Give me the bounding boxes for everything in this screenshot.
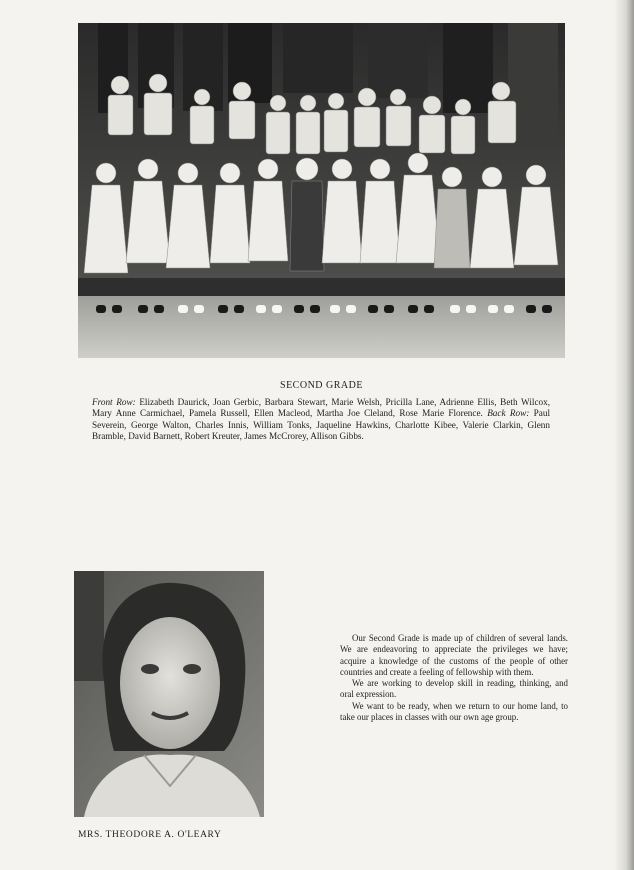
class-roster-caption bbox=[92, 397, 550, 442]
class-description bbox=[340, 633, 568, 723]
class-title: SECOND GRADE bbox=[280, 380, 363, 391]
description-paragraph-2: We are working to develop skill in reading, thinking, and oral expression. bbox=[340, 678, 568, 700]
back-row-label: Back Row: bbox=[487, 408, 530, 419]
front-row-names: Elizabeth Daurick, Joan Gerbic, Barbara Stewart, Marie Welsh, Pricilla Lane, Adrienne Ellis, Beth Wilcox, Mary Anne Carmichael, Pamela Russell, Ellen Macleod, Martha Joe Cleland, Rose Marie Florence. bbox=[92, 397, 551, 419]
teacher-portrait bbox=[74, 571, 264, 817]
description-paragraph-1: Our Second Grade is made up of children of several lands. We are endeavoring to appreciate the privileges we have; acquire a knowledge of the customs of the people of other countries and create a feeling of fellowship with them. bbox=[340, 633, 568, 677]
teacher-name: MRS. THEODORE A. O'LEARY bbox=[78, 830, 222, 840]
front-row-label: Front Row: bbox=[92, 397, 136, 407]
class-group-photo bbox=[78, 23, 565, 358]
page-edge-shadow bbox=[614, 0, 634, 870]
back-row-names: Paul Severein, George Walton, Charles Innis, William Tonks, Jaqueline Hawkins, Charlotte Kibee, Valerie Clarkin, Glenn Bramble, David Barnett, Robert Kreuter, James McCrorey, Allison Gibbs. bbox=[92, 408, 551, 441]
class-group-photo-drawing bbox=[78, 23, 565, 358]
description-paragraph-3: We want to be ready, when we return to our home land, to take our places in classes with our own age group. bbox=[340, 700, 568, 723]
teacher-portrait-drawing bbox=[74, 571, 264, 817]
